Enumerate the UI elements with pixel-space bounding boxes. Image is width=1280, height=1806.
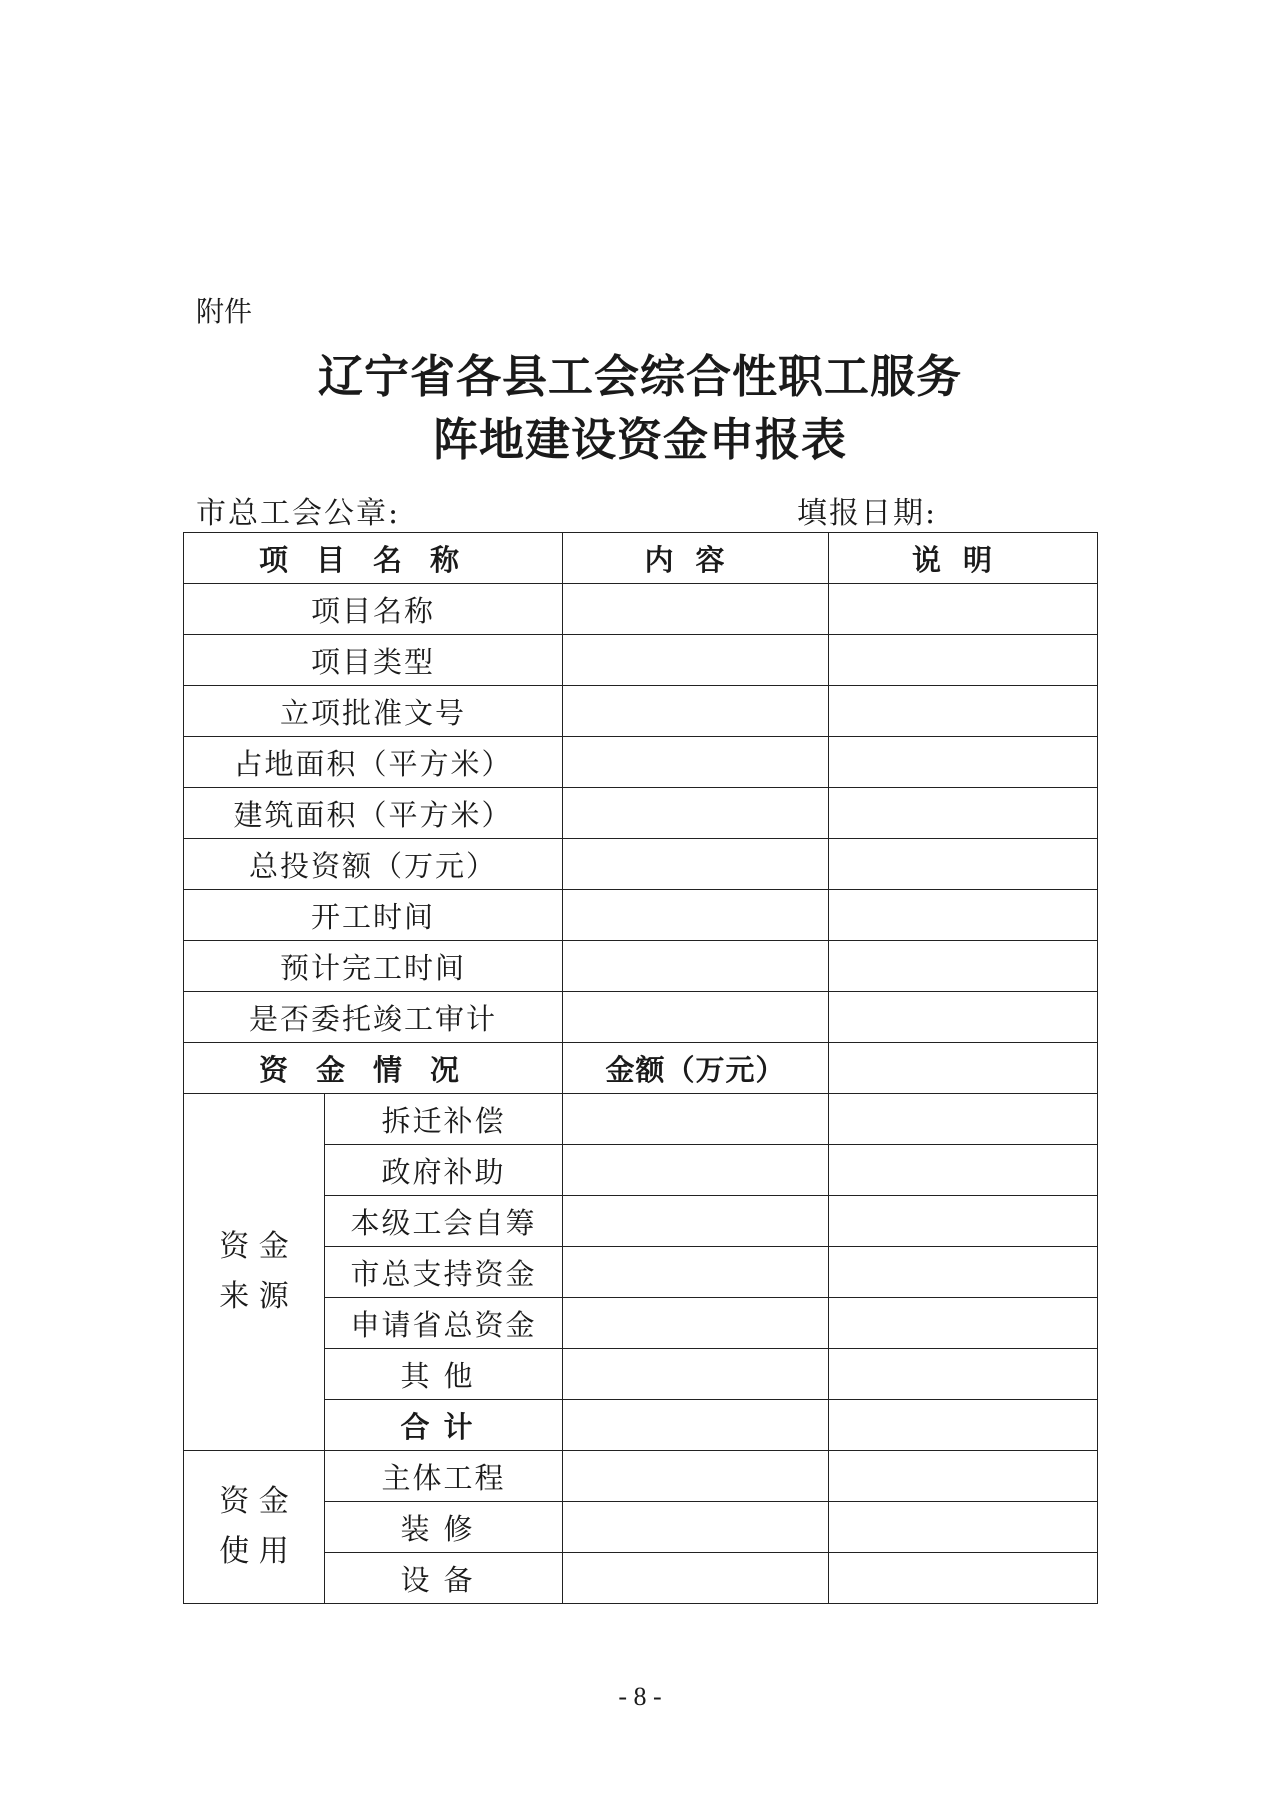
- table-header-row: [184, 533, 1098, 584]
- remark-cell[interactable]: [829, 1451, 1098, 1502]
- fund-source-item: 本级工会自筹: [325, 1196, 563, 1247]
- row-label: 项目名称: [184, 584, 563, 635]
- seal-label: 市总工会公章:: [196, 496, 401, 531]
- table-row: [184, 890, 1098, 941]
- form-title-line1: 辽宁省各县工会综合性职工服务: [317, 350, 962, 403]
- content-cell[interactable]: [563, 686, 829, 737]
- row-label: 总投资额（万元）: [184, 839, 563, 890]
- fund-use-item: 主体工程: [325, 1451, 563, 1502]
- header-remarks: 说明: [829, 533, 1098, 584]
- content-cell[interactable]: [563, 737, 829, 788]
- application-form-table: [183, 532, 1098, 1604]
- remark-cell[interactable]: [829, 1247, 1098, 1298]
- content-cell[interactable]: [563, 839, 829, 890]
- header-content: 内容: [563, 533, 829, 584]
- content-cell[interactable]: [563, 584, 829, 635]
- table-row: [184, 941, 1098, 992]
- header-fund-status: 资金情况: [184, 1043, 563, 1094]
- content-cell[interactable]: [563, 635, 829, 686]
- content-cell[interactable]: [563, 890, 829, 941]
- amount-cell[interactable]: [563, 1247, 829, 1298]
- amount-cell[interactable]: [563, 1349, 829, 1400]
- fund-source-label: 资 金 来 源: [184, 1094, 325, 1451]
- remark-cell[interactable]: [829, 1400, 1098, 1451]
- content-cell[interactable]: [563, 788, 829, 839]
- table-row: [184, 1094, 1098, 1145]
- remark-cell[interactable]: [829, 1502, 1098, 1553]
- remark-cell[interactable]: [829, 1043, 1098, 1094]
- remark-cell[interactable]: [829, 1196, 1098, 1247]
- table-row: [184, 686, 1098, 737]
- amount-cell[interactable]: [563, 1196, 829, 1247]
- amount-cell[interactable]: [563, 1553, 829, 1604]
- remark-cell[interactable]: [829, 890, 1098, 941]
- row-label: 项目类型: [184, 635, 563, 686]
- row-label: 预计完工时间: [184, 941, 563, 992]
- fund-source-total: 合计: [325, 1400, 563, 1451]
- table-row: [184, 788, 1098, 839]
- fund-source-item: 政府补助: [325, 1145, 563, 1196]
- remark-cell[interactable]: [829, 1145, 1098, 1196]
- fund-use-item: 设备: [325, 1553, 563, 1604]
- table-row: [184, 992, 1098, 1043]
- row-label: 立项批准文号: [184, 686, 563, 737]
- row-label: 占地面积（平方米）: [184, 737, 563, 788]
- remark-cell[interactable]: [829, 788, 1098, 839]
- remark-cell[interactable]: [829, 1553, 1098, 1604]
- remark-cell[interactable]: [829, 1349, 1098, 1400]
- fund-source-item: 拆迁补偿: [325, 1094, 563, 1145]
- fund-use-label: 资 金 使 用: [184, 1451, 325, 1604]
- row-label: 建筑面积（平方米）: [184, 788, 563, 839]
- page-number: - 8 -: [618, 1682, 662, 1711]
- amount-cell[interactable]: [563, 1145, 829, 1196]
- content-cell[interactable]: [563, 992, 829, 1043]
- fund-header-row: [184, 1043, 1098, 1094]
- remark-cell[interactable]: [829, 737, 1098, 788]
- fund-source-item: 市总支持资金: [325, 1247, 563, 1298]
- attachment-label: 附件: [196, 295, 253, 328]
- amount-cell[interactable]: [563, 1298, 829, 1349]
- row-label: 是否委托竣工审计: [184, 992, 563, 1043]
- amount-cell[interactable]: [563, 1400, 829, 1451]
- table-row: [184, 635, 1098, 686]
- amount-cell[interactable]: [563, 1502, 829, 1553]
- fund-source-item: 其他: [325, 1349, 563, 1400]
- remark-cell[interactable]: [829, 1298, 1098, 1349]
- amount-cell[interactable]: [563, 1451, 829, 1502]
- fund-source-item: 申请省总资金: [325, 1298, 563, 1349]
- header-amount: 金额（万元）: [563, 1043, 829, 1094]
- table-row: [184, 839, 1098, 890]
- form-title-line2: 阵地建设资金申报表: [432, 413, 847, 466]
- date-label: 填报日期:: [797, 496, 938, 531]
- amount-cell[interactable]: [563, 1094, 829, 1145]
- remark-cell[interactable]: [829, 839, 1098, 890]
- remark-cell[interactable]: [829, 686, 1098, 737]
- row-label: 开工时间: [184, 890, 563, 941]
- header-project-name: 项目名称: [184, 533, 563, 584]
- remark-cell[interactable]: [829, 941, 1098, 992]
- remark-cell[interactable]: [829, 992, 1098, 1043]
- table-row: [184, 737, 1098, 788]
- remark-cell[interactable]: [829, 635, 1098, 686]
- table-row: [184, 1451, 1098, 1502]
- remark-cell[interactable]: [829, 1094, 1098, 1145]
- table-row: [184, 584, 1098, 635]
- content-cell[interactable]: [563, 941, 829, 992]
- fund-use-item: 装修: [325, 1502, 563, 1553]
- remark-cell[interactable]: [829, 584, 1098, 635]
